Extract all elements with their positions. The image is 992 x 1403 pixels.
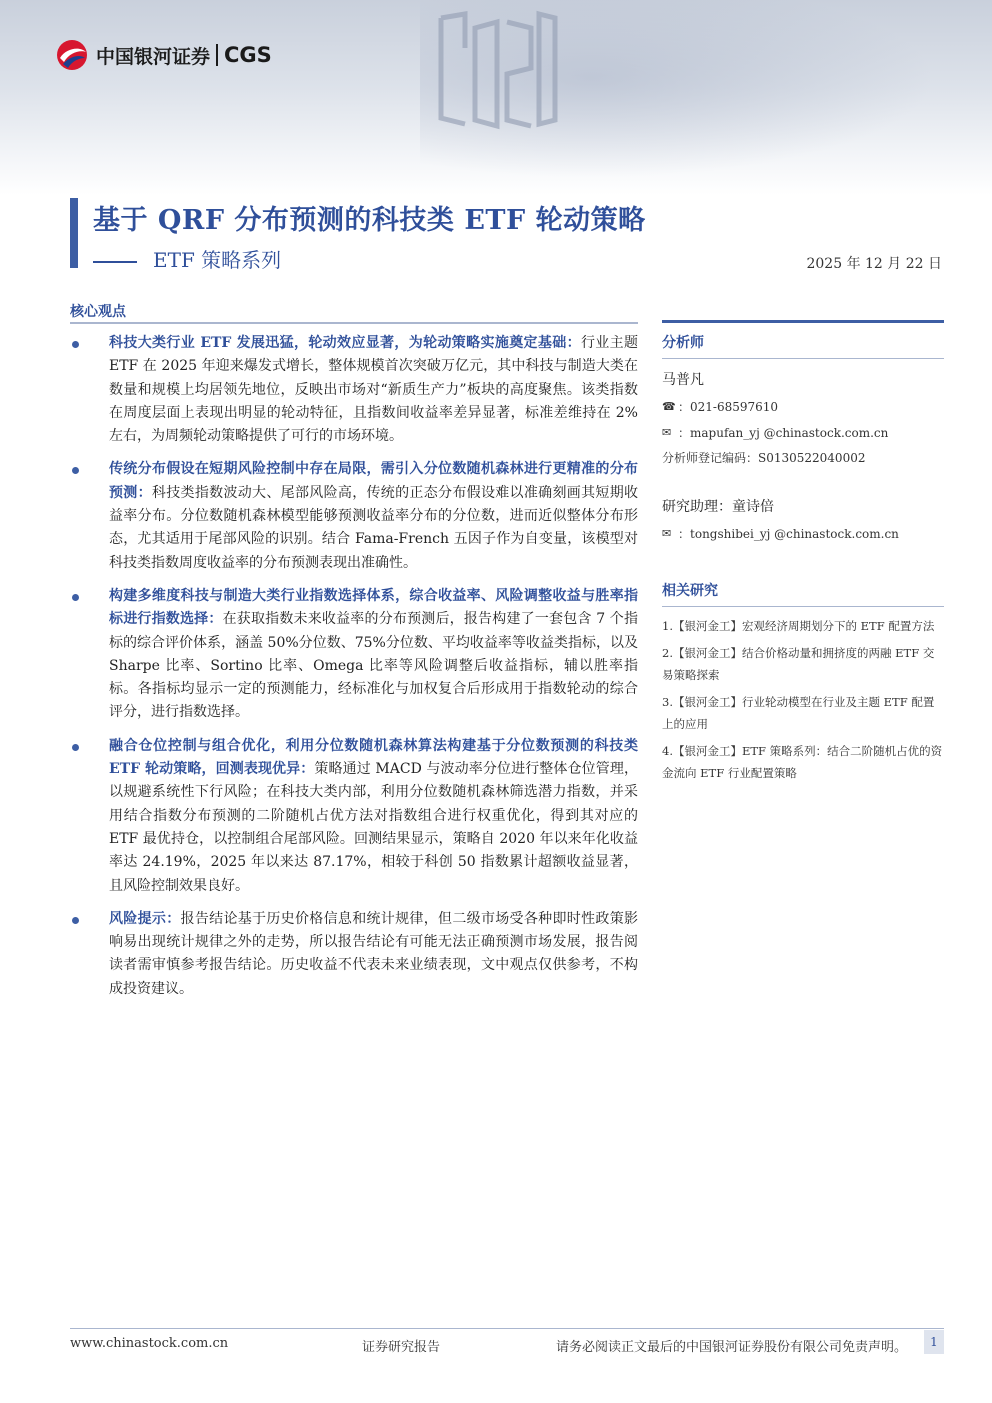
point-text: 报告结论基于历史价格信息和统计规律，但二级市场受各种即时性政策影响易出现统计规律之外的走势，所以报告结论有可能无法正确预测市场发展，报告阅读者需审慎参考报告结论。历史收益不代表未来业绩表现，文中观点仅供参考，不构成投资建议。 (109, 910, 639, 997)
related-rule (662, 606, 944, 607)
analyst-registration: 分析师登记编码：S0130522040002 (662, 451, 866, 465)
core-view-label: 核心观点 (70, 304, 126, 320)
footer-doc-type: 证券研究报告 (362, 1340, 441, 1355)
analyst-phone (662, 398, 944, 415)
sidebar (662, 320, 944, 789)
logo-separator (216, 44, 218, 66)
point-paragraph (109, 332, 638, 448)
related-research-item[interactable]: 1.【银河金工】宏观经济周期划分下的 ETF 配置方法 (662, 619, 935, 633)
core-point-4 (70, 735, 638, 898)
point-text: 科技类指数波动大、尾部风险高，传统的正态分布假设难以准确刻画其短期收益率分布。分位数随机森林模型能够预测收益率分布的分位数，进而近似整体分布形态，尤其适用于尾部风险的识别。结合 Fama-French 五因子作为自变量，该模型对科技类指数周度收益率的分布预测表现出准确性。 (109, 484, 639, 571)
core-point-5 (70, 908, 638, 1001)
core-view-rule (70, 322, 638, 324)
title-accent-bar (70, 198, 78, 268)
related-research-label: 相关研究 (662, 583, 718, 599)
logo-english-name: CGS (224, 43, 272, 67)
core-point-1 (70, 332, 638, 448)
report-subtitle (93, 244, 281, 273)
point-text: 在获取指数未来收益率的分布预测后，报告构建了一套包含 7 个指标的综合评价体系，涵盖 50%分位数、75%分位数、平均收益率等收益类指标，以及 Sharpe 比率、Sortino 比率、Omega 比率等风险调整后收益指标，辅以胜率指标。各指标均显示一定的预测能力，经标准化与加权复合后形成用于指数轮动的综合评分，进行指数选择。 (109, 611, 639, 721)
cgs-logo-icon (54, 38, 90, 72)
company-logo[interactable] (54, 38, 272, 72)
sidebar-top-rule (662, 320, 944, 323)
subtitle-dash (93, 261, 137, 263)
point-paragraph (109, 735, 638, 898)
point-paragraph (109, 458, 638, 574)
report-date: 2025 年 12 月 22 日 (806, 256, 942, 272)
email-icon: ✉ (662, 527, 672, 540)
bullet-icon (72, 917, 79, 924)
email-address[interactable]: tongshibei_yj @chinastock.com.cn (690, 526, 899, 541)
cgs-watermark (435, 8, 560, 133)
assistant-email[interactable] (662, 525, 944, 542)
bullet-icon (72, 594, 79, 601)
email-icon: ✉ (662, 426, 672, 439)
report-title: 基于 QRF 分布预测的科技类 ETF 轮动策略 (93, 205, 646, 236)
point-text: 行业主题 ETF 在 2025 年迎来爆发式增长，整体规模首次突破万亿元，其中科技与制造大类在数量和规模上均居领先地位，反映出市场对“新质生产力”板块的高度聚焦。该类指数在周度层面上表现出明显的轮动特征，且指数间收益率差异显著，标准差维持在 2%左右，为周频轮动策略提供了可行的市场环境。 (109, 335, 639, 445)
related-research-item[interactable]: 2.【银河金工】结合价格动量和拥挤度的两融 ETF 交易策略探索 (662, 646, 935, 682)
point-lead: 传统分布假设在短期风险控制中存在局限，需引入分位数随机森林进行更精准的分布预测： (109, 461, 638, 501)
analyst-name: 马普凡 (662, 372, 704, 388)
phone-icon: ☎ (662, 400, 676, 413)
related-research-item[interactable]: 3.【银河金工】行业轮动模型在行业及主题 ETF 配置上的应用 (662, 695, 935, 731)
core-point-3 (70, 585, 638, 725)
subtitle-text: ETF 策略系列 (153, 248, 282, 272)
point-lead: 风险提示： (109, 910, 181, 927)
colon: ： (678, 426, 691, 440)
bullet-icon (72, 467, 79, 474)
header-band (0, 0, 992, 195)
analyst-label: 分析师 (662, 335, 704, 351)
bullet-icon (72, 341, 79, 348)
point-lead: 科技大类行业 ETF 发展迅猛，轮动效应显著，为轮动策略实施奠定基础： (109, 335, 581, 351)
point-paragraph (109, 585, 638, 725)
colon: ： (678, 400, 691, 414)
bullet-icon (72, 744, 79, 751)
related-research-list (662, 615, 944, 784)
point-lead: 构建多维度科技与制造大类行业指数选择体系，综合收益率、风险调整收益与胜率指标进行指数选择： (109, 587, 638, 628)
colon: ： (678, 527, 691, 541)
page-number: 1 (924, 1330, 944, 1354)
footer-disclaimer: 请务必阅读正文最后的中国银河证券股份有限公司免责声明。 (556, 1340, 908, 1355)
point-text: 策略通过 MACD 与波动率分位进行整体仓位管理，以规避系统性下行风险；在科技大类内部，利用分位数随机森林筛选潜力指数，并采用结合指数分布预测的二阶随机占优方法对指数组合进行权重优化，得到其对应的 ETF 最优持仓，以控制组合尾部风险。回测结果显示，策略自 2020 年以来年化收益率达 24.19%，2025 年以来达 87.17%，相较于科创 50 指数累计超额收益显著，且风险控制效果良好。 (109, 761, 638, 894)
footer-website-link[interactable]: www.chinastock.com.cn (70, 1336, 229, 1351)
analyst-email[interactable] (662, 424, 944, 441)
email-address[interactable]: mapufan_yj @chinastock.com.cn (690, 425, 889, 440)
core-view-points (70, 332, 638, 1011)
point-paragraph (109, 908, 638, 1001)
logo-chinese-name: 中国银河证券 (96, 45, 211, 68)
research-assistant: 研究助理：童诗倍 (662, 499, 774, 515)
point-lead: 融合仓位控制与组合优化，利用分位数随机森林算法构建基于分位数预测的科技类 ETF 轮动策略，回测表现优异： (109, 737, 638, 778)
core-point-2 (70, 458, 638, 574)
phone-number: 021-68597610 (690, 399, 779, 414)
analyst-rule (662, 358, 944, 359)
related-research-item[interactable]: 4.【银河金工】ETF 策略系列：结合二阶随机占优的资金流向 ETF 行业配置策略 (662, 744, 943, 780)
footer-rule (70, 1328, 944, 1329)
